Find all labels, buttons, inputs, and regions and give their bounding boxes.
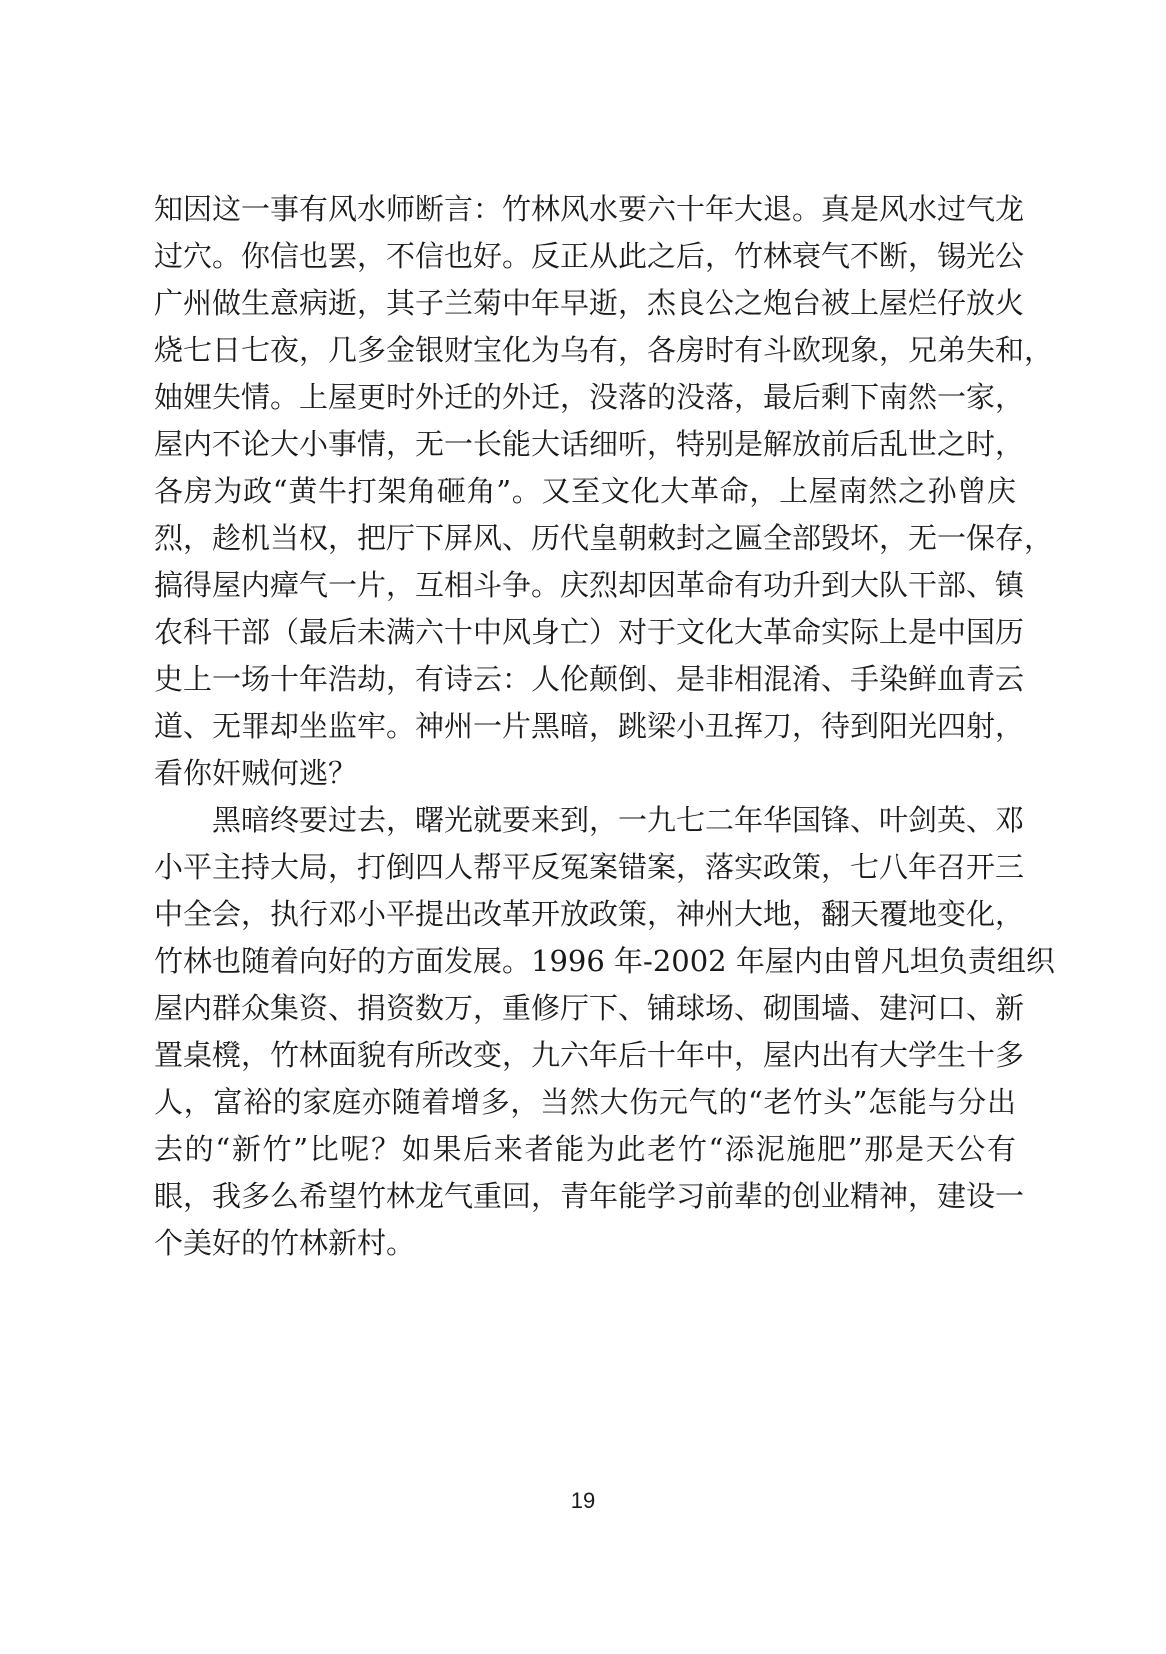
text-line: 竹林也随着向好的方面发展。1996 年-2002 年屋内由曾凡坦负责组织 [154, 944, 1055, 978]
text-line: 小平主持大局，打倒四人帮平反冤案错案，落实政策，七八年召开三 [154, 850, 1025, 884]
text-line: 史上一场十年浩劫，有诗云：人伦颠倒、是非相混淆、手染鲜血青云 [154, 662, 1025, 696]
paragraph [154, 797, 1055, 1267]
text-line: 眼，我多么希望竹林龙气重回，青年能学习前辈的创业精神，建设一 [154, 1179, 1025, 1213]
page-number: 19 [570, 1488, 596, 1513]
text-line: 看你奸贼何逃？ [154, 756, 358, 790]
text-line: 个美好的竹林新村。 [154, 1226, 416, 1260]
text-line: 中全会，执行邓小平提出改革开放政策，神州大地，翻天覆地变化， [154, 897, 1025, 931]
text-line: 广州做生意病逝，其子兰菊中年早逝，杰良公之炮台被上屋烂仔放火 [154, 286, 1025, 320]
text-line: 烧七日七夜，几多金银财宝化为乌有，各房时有斗欧现象，兄弟失和， [154, 333, 1054, 367]
paragraph [154, 186, 1054, 797]
text-line: 人，富裕的家庭亦随着增多，当然大伤元气的“老竹头”怎能与分出 [154, 1085, 1016, 1119]
text-line: 各房为政“黄牛打架角砸角”。又至文化大革命，上屋南然之孙曾庆 [154, 474, 1016, 508]
text-line: 知因这一事有风水师断言：竹林风水要六十年大退。真是风水过气龙 [154, 192, 1025, 226]
text-line: 过穴。你信也罢，不信也好。反正从此之后，竹林衰气不断，锡光公 [154, 239, 1025, 273]
text-line: 屋内群众集资、捐资数万，重修厅下、铺球场、砌围墙、建河口、新 [154, 991, 1025, 1025]
text-line: 妯娌失情。上屋更时外迁的外迁，没落的没落，最后剩下南然一家， [154, 380, 1025, 414]
text-line: 去的“新竹”比呢？如果后来者能为此老竹“添泥施肥”那是天公有 [154, 1132, 1016, 1166]
text-line: 搞得屋内瘴气一片，互相斗争。庆烈却因革命有功升到大队干部、镇 [154, 568, 1025, 602]
text-line: 屋内不论大小事情，无一长能大话细听，特别是解放前后乱世之时， [154, 427, 1025, 461]
text-line: 道、无罪却坐监牢。神州一片黑暗，跳梁小丑挥刀，待到阳光四射， [154, 709, 1025, 743]
text-line: 置桌櫈，竹林面貌有所改变，九六年后十年中，屋内出有大学生十多 [154, 1038, 1025, 1072]
text-line: 烈，趁机当权，把厅下屏风、历代皇朝敕封之匾全部毁坏，无一保存， [154, 521, 1054, 555]
text-line: 农科干部（最后未满六十中风身亡）对于文化大革命实际上是中国历 [154, 615, 1025, 649]
body-text [154, 186, 1055, 1267]
text-line: 黑暗终要过去，曙光就要来到，一九七二年华国锋、叶剑英、邓 [212, 803, 1025, 837]
